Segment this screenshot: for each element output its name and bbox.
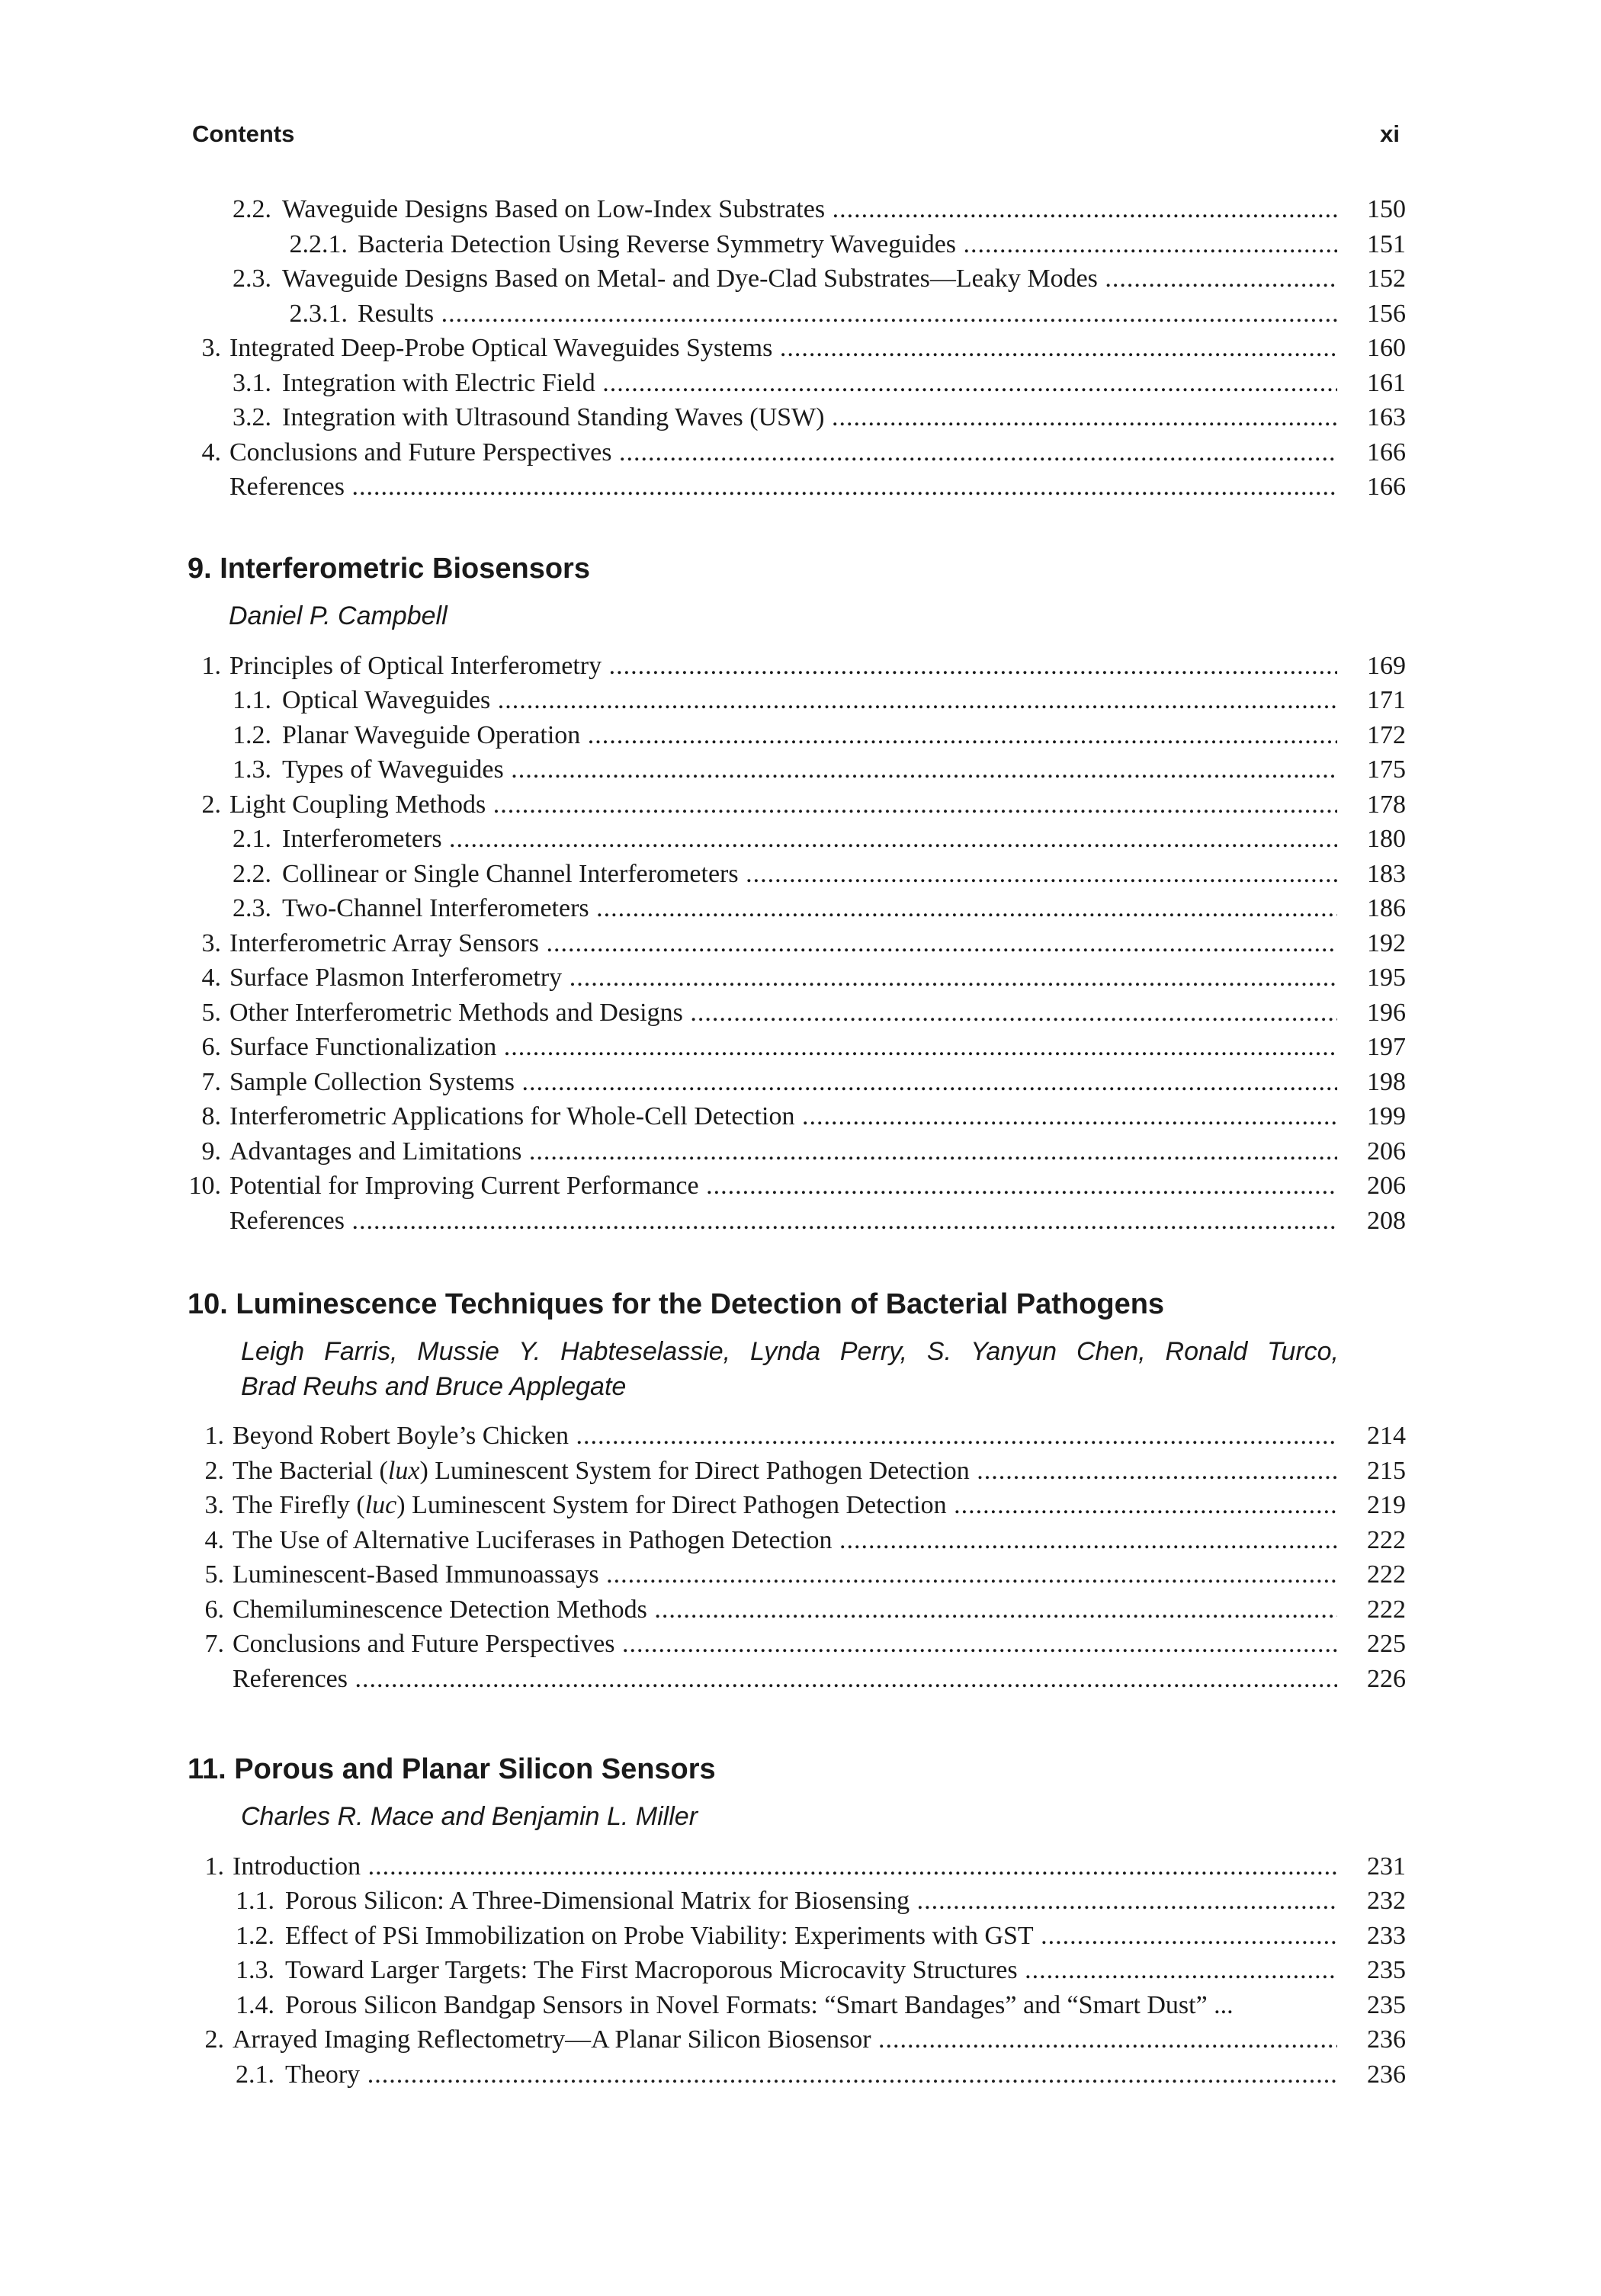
header-section-title: Contents: [192, 120, 295, 147]
toc-entry[interactable]: [0, 435, 1406, 470]
toc-entry[interactable]: [0, 787, 1406, 823]
toc-entry-page: 161: [1367, 368, 1406, 397]
toc-entry-title: Two-Channel Interferometers .....: [282, 891, 1337, 926]
toc-entry-title: Beyond Robert Boyle’s Chicken .....: [233, 1419, 1337, 1454]
toc-entry-page: 215: [1367, 1456, 1406, 1485]
toc-entry[interactable]: [0, 1953, 1406, 1988]
toc-entry-page: 235: [1367, 1990, 1406, 2019]
toc-entry-title: Waveguide Designs Based on Low-Index Substrates .....: [282, 192, 1337, 227]
toc-entry-number: 3.1.: [233, 368, 271, 397]
toc-entry[interactable]: [0, 857, 1406, 892]
toc-entry-page: 198: [1367, 1067, 1406, 1096]
toc-entry-page: 151: [1367, 229, 1406, 258]
toc-entry-number: 2.1.: [236, 2060, 274, 2089]
toc-entry-title: Conclusions and Future Perspectives .....: [229, 435, 1337, 470]
chapter-title[interactable]: 10. Luminescence Techniques for the Detection of Bacterial Pathogens: [188, 1288, 1165, 1320]
toc-entry-title: Potential for Improving Current Performance .....: [229, 1169, 1337, 1204]
toc-entry-title: Surface Functionalization .....: [229, 1030, 1337, 1065]
toc-entry-page: 163: [1367, 403, 1406, 431]
toc-entry[interactable]: [0, 1988, 1406, 2023]
toc-entry-page: 178: [1367, 790, 1406, 819]
header-page-number: xi: [1380, 120, 1400, 147]
toc-entry[interactable]: [0, 1849, 1406, 1884]
toc-entry[interactable]: [0, 683, 1406, 718]
chapter-authors: Daniel P. Campbell: [229, 601, 448, 630]
toc-entry[interactable]: [0, 1662, 1406, 1697]
running-header: [192, 120, 1400, 154]
toc-entry-number: 4.: [201, 438, 221, 467]
toc-entry-title: Other Interferometric Methods and Designs .....: [229, 996, 1337, 1031]
toc-entry-number: 2.2.1.: [289, 229, 348, 258]
toc-entry-title: Bacteria Detection Using Reverse Symmetry Waveguides .....: [358, 227, 1337, 262]
toc-entry-title: Principles of Optical Interferometry .....: [229, 649, 1337, 684]
toc-entry-number: 1.: [201, 651, 221, 680]
toc-entry-page: 196: [1367, 998, 1406, 1027]
toc-entry[interactable]: [0, 1627, 1406, 1662]
toc-entry-page: 199: [1367, 1102, 1406, 1130]
toc-entry-page: 214: [1367, 1422, 1406, 1450]
toc-entry-page: 171: [1367, 686, 1406, 714]
toc-entry-title: Chemiluminescence Detection Methods .....: [233, 1592, 1337, 1627]
toc-entry-title: Advantages and Limitations .....: [229, 1134, 1337, 1169]
toc-entry[interactable]: [0, 400, 1406, 435]
chapter-title[interactable]: 9. Interferometric Biosensors: [188, 553, 590, 585]
toc-entry-number: 2.3.: [233, 265, 271, 293]
toc-entry-number: 1.3.: [236, 1956, 274, 1984]
toc-entry-number: 2.: [201, 790, 221, 819]
toc-entry-page: 235: [1367, 1956, 1406, 1984]
toc-entry-page: 236: [1367, 2025, 1406, 2054]
toc-entry-title: The Firefly (luc) Luminescent System for Direct Pathogen Detection .....: [233, 1488, 1337, 1523]
toc-entry-number: 1.4.: [236, 1990, 274, 2019]
toc-entry-page: 195: [1367, 964, 1406, 992]
toc-entry-number: 2.: [204, 1456, 224, 1485]
toc-entry[interactable]: [0, 1592, 1406, 1627]
chapter-authors: Charles R. Mace and Benjamin L. Miller: [241, 1802, 698, 1831]
toc-entry[interactable]: [0, 718, 1406, 753]
toc-entry-title: Types of Waveguides .....: [282, 752, 1337, 787]
toc-entry[interactable]: [0, 2057, 1406, 2092]
toc-entry[interactable]: [0, 366, 1406, 401]
toc-entry-title: Collinear or Single Channel Interferometers .....: [282, 857, 1337, 892]
toc-entry-number: 7.: [204, 1630, 224, 1658]
toc-entry-page: 233: [1367, 1921, 1406, 1950]
toc-entry[interactable]: [0, 1523, 1406, 1558]
toc-entry[interactable]: [0, 297, 1406, 332]
toc-entry[interactable]: [0, 960, 1406, 996]
toc-entry-page: 232: [1367, 1887, 1406, 1915]
toc-entry-number: 4.: [204, 1525, 224, 1554]
toc-entry[interactable]: [0, 891, 1406, 926]
toc-entry-page: 150: [1367, 195, 1406, 223]
toc-entry[interactable]: [0, 1884, 1406, 1919]
toc-entry[interactable]: [0, 1134, 1406, 1169]
toc-entry-title: Integration with Ultrasound Standing Waves (USW) .....: [282, 400, 1337, 435]
toc-entry[interactable]: [0, 227, 1406, 262]
toc-entry-title: Theory .....: [285, 2057, 1337, 2092]
toc-entry-page: 197: [1367, 1033, 1406, 1061]
toc-entry[interactable]: [0, 649, 1406, 684]
toc-entry-title: Effect of PSi Immobilization on Probe Viability: Experiments with GST .....: [285, 1919, 1337, 1954]
toc-entry-title: Integrated Deep-Probe Optical Waveguides Systems .....: [229, 331, 1337, 366]
toc-entry[interactable]: [0, 1204, 1406, 1239]
toc-entry[interactable]: [0, 752, 1406, 787]
toc-entry-number: 3.2.: [233, 403, 271, 431]
toc-entry-page: 225: [1367, 1630, 1406, 1658]
toc-entry-title: References .....: [233, 1662, 1337, 1697]
toc-entry-page: 160: [1367, 334, 1406, 362]
toc-entry-title: Interferometric Array Sensors .....: [229, 926, 1337, 961]
toc-entry-number: 5.: [204, 1560, 224, 1589]
toc-entry-number: 1.2.: [233, 720, 271, 749]
toc-entry[interactable]: [0, 1488, 1406, 1523]
toc-entry[interactable]: [0, 1065, 1406, 1100]
toc-entry[interactable]: [0, 926, 1406, 961]
toc-entry-page: 175: [1367, 755, 1406, 784]
toc-entry-page: 172: [1367, 720, 1406, 749]
toc-entry-page: 222: [1367, 1525, 1406, 1554]
toc-entry-page: 192: [1367, 928, 1406, 957]
toc-entry[interactable]: [0, 1919, 1406, 1954]
toc-entry-page: 166: [1367, 438, 1406, 467]
toc-entry-number: 10.: [188, 1172, 221, 1200]
toc-entry-page: 206: [1367, 1172, 1406, 1200]
toc-entry-page: 183: [1367, 859, 1406, 888]
toc-entry[interactable]: [0, 1454, 1406, 1489]
toc-entry[interactable]: [0, 996, 1406, 1031]
toc-entry-number: 2.: [204, 2025, 224, 2054]
toc-entry[interactable]: [0, 822, 1406, 857]
toc-entry-number: 1.1.: [236, 1887, 274, 1915]
toc-entry-page: 206: [1367, 1137, 1406, 1166]
toc-entry[interactable]: [0, 2022, 1406, 2057]
toc-entry-title: References .....: [229, 470, 1337, 505]
toc-entry-number: 8.: [201, 1102, 221, 1130]
toc-entry[interactable]: [0, 1099, 1406, 1134]
toc-entry[interactable]: [0, 261, 1406, 297]
chapter-authors: Brad Reuhs and Bruce Applegate: [241, 1371, 627, 1401]
toc-entry-page: 169: [1367, 651, 1406, 680]
toc-entry-page: 222: [1367, 1560, 1406, 1589]
toc-entry-number: 1.: [204, 1852, 224, 1881]
toc-entry-title: Introduction .....: [233, 1849, 1337, 1884]
toc-entry-number: 1.1.: [233, 686, 271, 714]
toc-entry-page: 236: [1367, 2060, 1406, 2089]
toc-entry-number: 6.: [201, 1033, 221, 1061]
toc-entry-title: Surface Plasmon Interferometry .....: [229, 960, 1337, 996]
toc-entry[interactable]: [0, 331, 1406, 366]
toc-entry[interactable]: [0, 1030, 1406, 1065]
toc-entry-number: 2.2.: [233, 195, 271, 223]
toc-entry-number: 2.3.1.: [289, 299, 348, 328]
toc-entry-title: The Bacterial (lux) Luminescent System for Direct Pathogen Detection .....: [233, 1454, 1337, 1489]
toc-entry-title: Interferometers .....: [282, 822, 1337, 857]
toc-entry-number: 4.: [201, 964, 221, 992]
toc-entry-title: Sample Collection Systems .....: [229, 1065, 1337, 1100]
toc-entry-page: 186: [1367, 894, 1406, 922]
toc-entry-number: 2.2.: [233, 859, 271, 888]
toc-entry-title: Toward Larger Targets: The First Macroporous Microcavity Structures .....: [285, 1953, 1337, 1988]
toc-entry-title: Porous Silicon Bandgap Sensors in Novel Formats: “Smart Bandages” and “Smart Dust” ...: [285, 1990, 1234, 2019]
toc-entry-number: 3.: [204, 1491, 224, 1519]
toc-entry-title: Luminescent-Based Immunoassays .....: [233, 1557, 1337, 1592]
toc-entry-number: 1.: [204, 1422, 224, 1450]
toc-entry-title: Integration with Electric Field .....: [282, 366, 1337, 401]
toc-entry-title: The Use of Alternative Luciferases in Pathogen Detection .....: [233, 1523, 1337, 1558]
toc-entry-page: 166: [1367, 473, 1406, 501]
toc-entry-title: Arrayed Imaging Reflectometry—A Planar Silicon Biosensor .....: [233, 2022, 1337, 2057]
toc-entry-title: Waveguide Designs Based on Metal- and Dye-Clad Substrates—Leaky Modes .....: [282, 261, 1337, 297]
toc-entry[interactable]: [0, 1169, 1406, 1204]
toc-entry[interactable]: [0, 470, 1406, 505]
toc-entry-number: 5.: [201, 998, 221, 1027]
toc-entry-page: 208: [1367, 1206, 1406, 1235]
toc-entry-title: References .....: [229, 1204, 1337, 1239]
toc-entry-title: Light Coupling Methods .....: [229, 787, 1337, 823]
toc-entry-number: 6.: [204, 1595, 224, 1624]
toc-entry-page: 180: [1367, 825, 1406, 853]
toc-entry-page: 222: [1367, 1595, 1406, 1624]
toc-entry-number: 2.1.: [233, 825, 271, 853]
toc-entry-title: Porous Silicon: A Three-Dimensional Matrix for Biosensing .....: [285, 1884, 1337, 1919]
toc-entry[interactable]: [0, 1419, 1406, 1454]
toc-entry-page: 226: [1367, 1664, 1406, 1693]
toc-entry-number: 2.3.: [233, 894, 271, 922]
toc-entry-number: 3.: [201, 334, 221, 362]
toc-entry-number: 9.: [201, 1137, 221, 1166]
chapter-title[interactable]: 11. Porous and Planar Silicon Sensors: [188, 1753, 716, 1785]
toc-entry-number: 1.3.: [233, 755, 271, 784]
toc-entry-number: 7.: [201, 1067, 221, 1096]
toc-entry-number: 1.2.: [236, 1921, 274, 1950]
toc-entry-title: Optical Waveguides .....: [282, 683, 1337, 718]
toc-entry-title: Results .....: [358, 297, 1337, 332]
toc-entry-number: 3.: [201, 928, 221, 957]
toc-entry[interactable]: [0, 1557, 1406, 1592]
toc-entry[interactable]: [0, 192, 1406, 227]
toc-entry-page: 156: [1367, 299, 1406, 328]
toc-entry-page: 231: [1367, 1852, 1406, 1881]
toc-entry-page: 219: [1367, 1491, 1406, 1519]
toc-entry-page: 152: [1367, 265, 1406, 293]
toc-entry-title: Conclusions and Future Perspectives .....: [233, 1627, 1337, 1662]
chapter-authors: Leigh Farris, Mussie Y. Habteselassie, Lynda Perry, S. Yanyun Chen, Ronald Turco,: [241, 1337, 1339, 1366]
toc-entry-title: Planar Waveguide Operation .....: [282, 718, 1337, 753]
toc-entry-title: Interferometric Applications for Whole-Cell Detection .....: [229, 1099, 1337, 1134]
